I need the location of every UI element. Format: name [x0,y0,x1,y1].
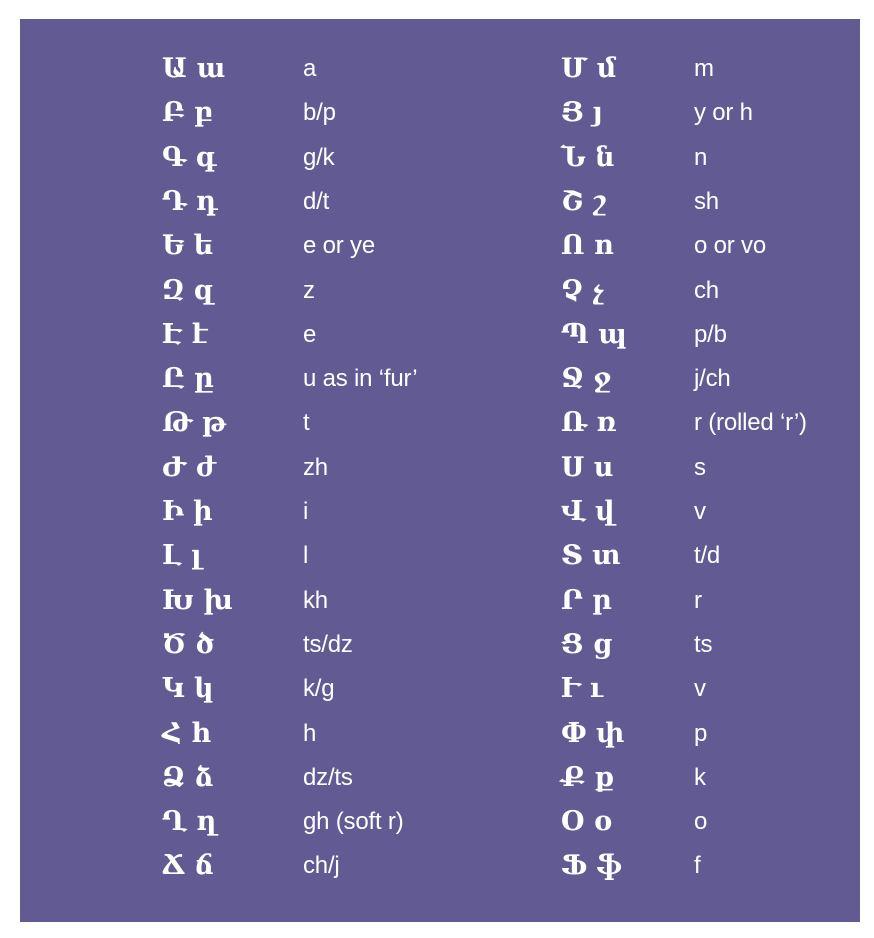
pronunciation: ts/dz [303,630,353,658]
armenian-letter-pair: Կ կ [162,673,214,705]
armenian-letter-pair: Ճ ճ [162,850,214,882]
armenian-letter-pair: Ջ ջ [561,363,612,395]
pronunciation: i [303,498,309,525]
pronunciation: t [303,409,310,437]
pronunciation: ts [694,630,713,658]
armenian-letter-pair: Խ խ [162,584,233,616]
armenian-letter-pair: Փ փ [561,717,625,749]
alphabet-row [20,357,860,401]
armenian-letter-pair: Լ լ [162,540,202,572]
pronunciation: o [694,808,708,836]
armenian-letter-pair: Բ բ [162,97,213,129]
armenian-letter-pair: Ձ ձ [162,761,214,793]
armenian-letter-pair: Ժ ժ [162,451,217,483]
pronunciation: p/b [694,320,727,348]
armenian-letter-pair: Չ չ [561,274,605,306]
alphabet-panel [20,19,860,922]
armenian-letter-pair: Տ տ [561,540,621,572]
pronunciation: f [694,852,701,880]
armenian-letter-pair: Ն ն [561,141,615,173]
armenian-letter-pair: Պ պ [561,318,627,350]
pronunciation: k [694,763,706,791]
alphabet-row [20,136,860,180]
pronunciation: n [694,143,708,171]
pronunciation: gh (soft r) [303,808,404,836]
alphabet-row [20,91,860,135]
pronunciation: t/d [694,542,721,570]
armenian-letter-pair: Ր ր [561,584,612,616]
armenian-letter-pair: Ս ս [561,451,614,483]
pronunciation: b/p [303,99,336,127]
alphabet-row [20,844,860,888]
pronunciation: kh [303,586,328,614]
armenian-letter-pair: Զ զ [162,274,214,306]
armenian-letter-pair: Ֆ ֆ [561,850,623,882]
armenian-letter-pair: Է է [162,318,208,350]
armenian-letter-pair: Գ գ [162,141,217,173]
pronunciation: r (rolled ‘r’) [694,409,807,437]
alphabet-row [20,667,860,711]
pronunciation: e or ye [303,232,375,260]
pronunciation: p [694,719,708,747]
alphabet-row [20,313,860,357]
armenian-letter-pair: Հ հ [162,717,212,749]
alphabet-row [20,579,860,623]
pronunciation: ch [694,276,719,304]
pronunciation: z [303,276,315,304]
armenian-letter-pair: Ռ ռ [561,407,617,439]
pronunciation: j/ch [694,365,731,393]
pronunciation: k/g [303,675,335,703]
alphabet-row [20,756,860,800]
armenian-letter-pair: Ւ ւ [561,673,603,705]
armenian-letter-pair: Ծ ծ [162,628,215,660]
pronunciation: dz/ts [303,763,353,791]
alphabet-row [20,800,860,844]
pronunciation: r [694,586,702,614]
armenian-letter-pair: Ե ե [162,230,214,262]
alphabet-row [20,401,860,445]
alphabet-row [20,180,860,224]
pronunciation: m [694,55,714,82]
armenian-letter-pair: Յ յ [561,97,603,129]
pronunciation: u as in ‘fur’ [303,365,418,393]
armenian-letter-pair: Ց ց [561,628,613,660]
pronunciation: o or vo [694,232,766,260]
pronunciation: e [303,320,317,348]
alphabet-row [20,490,860,534]
pronunciation: h [303,719,317,747]
pronunciation: d/t [303,187,330,215]
alphabet-row [20,534,860,578]
armenian-letter-pair: Ք ք [561,761,615,793]
armenian-letter-pair: Ո ո [561,230,614,262]
alphabet-row [20,47,860,91]
alphabet-row [20,224,860,268]
armenian-letter-pair: Ա ա [162,53,226,84]
armenian-letter-pair: Օ օ [561,806,613,838]
pronunciation: ch/j [303,852,340,880]
pronunciation: zh [303,453,328,481]
pronunciation: l [303,542,309,570]
pronunciation: s [694,453,706,481]
armenian-letter-pair: Մ մ [561,53,617,84]
pronunciation: v [694,498,706,525]
pronunciation: g/k [303,143,335,171]
pronunciation: sh [694,187,719,215]
pronunciation: y or h [694,99,753,127]
alphabet-row [20,623,860,667]
pronunciation: a [303,55,317,82]
armenian-letter-pair: Ի ի [162,496,213,527]
armenian-letter-pair: Դ դ [162,185,218,217]
armenian-letter-pair: Ը ը [162,363,214,395]
armenian-letter-pair: Թ թ [162,407,227,439]
alphabet-row [20,446,860,490]
pronunciation: v [694,675,706,703]
alphabet-row [20,269,860,313]
alphabet-row [20,712,860,756]
armenian-letter-pair: Վ վ [561,496,615,527]
armenian-letter-pair: Ղ ղ [162,806,217,838]
armenian-letter-pair: Շ շ [561,185,607,217]
